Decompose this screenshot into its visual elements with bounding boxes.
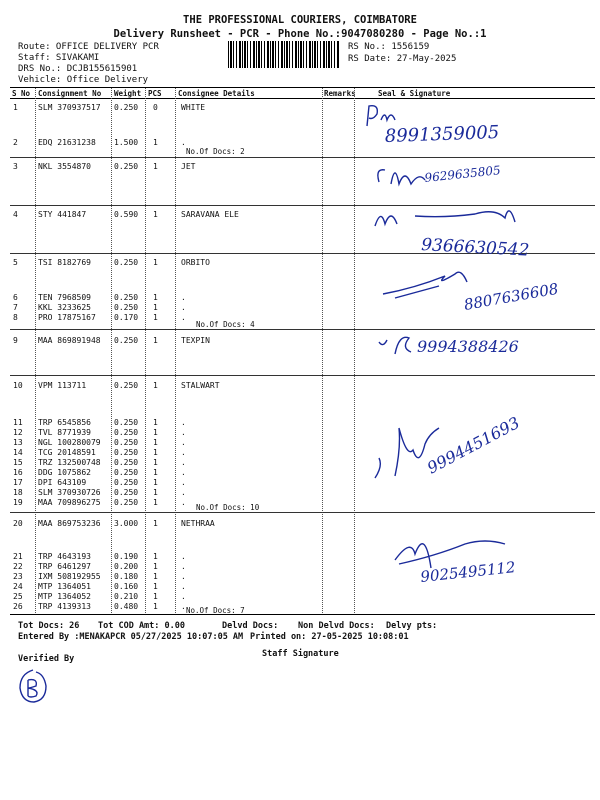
row-consignee: ORBITO xyxy=(181,258,210,267)
non-delivered-docs: Non Delvd Docs: xyxy=(298,621,375,631)
col-consignee: Consignee Details xyxy=(178,89,255,98)
row-sno: 16 xyxy=(13,468,23,477)
table-bottom-rule xyxy=(10,614,595,615)
row-consignment: MTP 1364051 xyxy=(38,582,91,591)
row-consignee: . xyxy=(181,562,186,571)
doc-count: No.Of Docs: 4 xyxy=(196,320,255,329)
row-sno: 2 xyxy=(13,138,18,147)
row-sno: 23 xyxy=(13,572,23,581)
row-sno: 14 xyxy=(13,448,23,457)
row-pcs: 1 xyxy=(153,602,158,611)
row-consignment: TSI 8182769 xyxy=(38,258,91,267)
col-divider xyxy=(35,88,36,613)
staff-signature: Staff Signature xyxy=(262,649,339,659)
row-pcs: 1 xyxy=(153,468,158,477)
company-title: THE PROFESSIONAL COURIERS, COIMBATORE xyxy=(183,14,417,26)
row-weight: 0.250 xyxy=(114,336,139,345)
staff-label: Staff: SIVAKAMI xyxy=(18,53,100,63)
rs-date: RS Date: 27-May-2025 xyxy=(348,54,457,64)
row-pcs: 1 xyxy=(153,428,158,437)
row-weight: 0.250 xyxy=(114,381,139,390)
row-consignee: . xyxy=(181,293,186,302)
row-weight: 0.250 xyxy=(114,428,139,437)
row-weight: 3.000 xyxy=(114,519,139,528)
row-sno: 25 xyxy=(13,592,23,601)
row-pcs: 1 xyxy=(153,562,158,571)
col-divider xyxy=(322,88,323,613)
row-consignee: . xyxy=(181,448,186,457)
signature-scribble xyxy=(378,170,425,184)
handwritten-number: 8991359005 xyxy=(384,122,500,147)
row-pcs: 1 xyxy=(153,210,158,219)
row-consignee: . xyxy=(181,478,186,487)
row-consignment: TCG 20148591 xyxy=(38,448,96,457)
col-pcs: PCS xyxy=(148,89,162,98)
row-consignee: TEXPIN xyxy=(181,336,210,345)
row-consignment: DDG 1075862 xyxy=(38,468,91,477)
row-consignee: . xyxy=(181,498,186,507)
signature-scribble xyxy=(379,337,411,354)
row-consignment: MTP 1364052 xyxy=(38,592,91,601)
row-consignment: TRP 6545856 xyxy=(38,418,91,427)
row-consignee: NETHRAA xyxy=(181,519,215,528)
handwritten-signatures xyxy=(355,98,595,613)
handwritten-number: 9366630542 xyxy=(420,235,530,261)
row-sno: 17 xyxy=(13,478,23,487)
row-pcs: 1 xyxy=(153,258,158,267)
row-pcs: 1 xyxy=(153,293,158,302)
row-weight: 0.250 xyxy=(114,258,139,267)
row-consignee: . xyxy=(181,313,186,322)
verified-by: Verified By xyxy=(18,654,75,664)
col-seal-signature: Seal & Signature xyxy=(378,89,451,98)
row-pcs: 1 xyxy=(153,381,158,390)
col-divider xyxy=(145,88,146,613)
row-consignee: . xyxy=(181,552,186,561)
row-weight: 0.250 xyxy=(114,438,139,447)
col-divider xyxy=(111,88,112,613)
row-sno: 7 xyxy=(13,303,18,312)
row-weight: 0.160 xyxy=(114,582,139,591)
row-sno: 12 xyxy=(13,428,23,437)
row-weight: 0.180 xyxy=(114,572,139,581)
row-pcs: 1 xyxy=(153,519,158,528)
row-weight: 0.250 xyxy=(114,468,139,477)
delivery-points: Delvy pts: xyxy=(386,621,438,631)
row-consignment: TEN 7968509 xyxy=(38,293,91,302)
row-consignment: IXM 508192955 xyxy=(38,572,101,581)
row-consignee: SARAVANA ELE xyxy=(181,210,239,219)
row-pcs: 0 xyxy=(153,103,158,112)
table-top-rule xyxy=(10,87,595,88)
row-weight: 0.250 xyxy=(114,162,139,171)
signature-scribble xyxy=(367,106,395,126)
row-weight: 0.590 xyxy=(114,210,139,219)
row-pcs: 1 xyxy=(153,478,158,487)
row-sno: 4 xyxy=(13,210,18,219)
printed-on: Printed on: 27-05-2025 10:08:01 xyxy=(250,632,409,642)
row-consignee: . xyxy=(181,428,186,437)
row-consignment: TRP 6461297 xyxy=(38,562,91,571)
row-sno: 24 xyxy=(13,582,23,591)
row-sno: 21 xyxy=(13,552,23,561)
total-docs: Tot Docs: 26 xyxy=(18,621,80,631)
handwritten-number: 8807636608 xyxy=(462,279,560,314)
col-sno: S No xyxy=(12,89,31,98)
row-consignee: . xyxy=(181,303,186,312)
row-consignment: NKL 3554870 xyxy=(38,162,91,171)
row-consignment: TRP 4139313 xyxy=(38,602,91,611)
row-pcs: 1 xyxy=(153,582,158,591)
row-consignment: MAA 709896275 xyxy=(38,498,101,507)
row-consignee: WHITE xyxy=(181,103,206,112)
row-consignee: . xyxy=(181,488,186,497)
row-consignee: . xyxy=(181,458,186,467)
row-consignment: SLM 370937517 xyxy=(38,103,101,112)
row-consignee: . xyxy=(181,468,186,477)
row-consignment: NGL 100280079 xyxy=(38,438,101,447)
row-weight: 0.250 xyxy=(114,103,139,112)
row-weight: 0.480 xyxy=(114,602,139,611)
row-consignment: TRP 4643193 xyxy=(38,552,91,561)
entered-by: Entered By :MENAKAPCR 05/27/2025 10:07:05 AM xyxy=(18,632,244,642)
row-sno: 22 xyxy=(13,562,23,571)
delivered-docs: Delvd Docs: xyxy=(222,621,279,631)
row-sno: 3 xyxy=(13,162,18,171)
row-weight: 0.250 xyxy=(114,448,139,457)
row-pcs: 1 xyxy=(153,488,158,497)
row-weight: 0.250 xyxy=(114,498,139,507)
row-weight: 0.190 xyxy=(114,552,139,561)
row-sno: 8 xyxy=(13,313,18,322)
row-sno: 19 xyxy=(13,498,23,507)
handwritten-number: 9994451693 xyxy=(423,412,523,478)
row-sno: 18 xyxy=(13,488,23,497)
handwritten-number: 9629635805 xyxy=(423,163,502,185)
row-consignee: . xyxy=(181,602,186,611)
signature-scribble xyxy=(375,211,515,226)
row-consignment: KKL 3233625 xyxy=(38,303,91,312)
row-consignee: JET xyxy=(181,162,196,171)
col-weight: Weight xyxy=(114,89,142,98)
vehicle-label: Vehicle: Office Delivery xyxy=(18,75,149,85)
row-weight: 0.250 xyxy=(114,418,139,427)
handwritten-number: 9994388426 xyxy=(417,337,519,356)
verifier-initial xyxy=(16,666,50,706)
row-pcs: 1 xyxy=(153,592,158,601)
row-consignment: SLM 370930726 xyxy=(38,488,101,497)
row-sno: 6 xyxy=(13,293,18,302)
drs-number: DRS No.: DCJB155615901 xyxy=(18,64,138,74)
row-sno: 11 xyxy=(13,418,23,427)
row-weight: 0.200 xyxy=(114,562,139,571)
row-pcs: 1 xyxy=(153,162,158,171)
row-pcs: 1 xyxy=(153,138,158,147)
doc-count: No.Of Docs: 7 xyxy=(186,606,245,615)
row-pcs: 1 xyxy=(153,448,158,457)
row-pcs: 1 xyxy=(153,552,158,561)
row-consignment: STY 441847 xyxy=(38,210,87,219)
row-weight: 0.250 xyxy=(114,303,139,312)
row-sno: 10 xyxy=(13,381,23,390)
row-sno: 26 xyxy=(13,602,23,611)
total-cod: Tot COD Amt: 0.00 xyxy=(98,621,185,631)
col-divider xyxy=(175,88,176,613)
row-consignee: . xyxy=(181,418,186,427)
col-consignment: Consignment No xyxy=(38,89,102,98)
row-consignee: . xyxy=(181,582,186,591)
row-weight: 0.250 xyxy=(114,488,139,497)
row-sno: 13 xyxy=(13,438,23,447)
row-consignment: MAA 869753236 xyxy=(38,519,101,528)
row-pcs: 1 xyxy=(153,336,158,345)
row-consignment: TVL 8771939 xyxy=(38,428,91,437)
row-weight: 0.250 xyxy=(114,478,139,487)
row-pcs: 1 xyxy=(153,418,158,427)
doc-count: No.Of Docs: 10 xyxy=(196,503,260,512)
row-consignment: EDQ 21631238 xyxy=(38,138,96,147)
signature-scribble xyxy=(383,272,467,298)
barcode xyxy=(228,41,340,68)
row-weight: 0.210 xyxy=(114,592,139,601)
row-consignee: . xyxy=(181,438,186,447)
row-consignment: VPM 113711 xyxy=(38,381,87,390)
row-pcs: 1 xyxy=(153,303,158,312)
row-pcs: 1 xyxy=(153,458,158,467)
row-consignee: . xyxy=(181,138,186,147)
row-consignment: MAA 869891948 xyxy=(38,336,101,345)
row-weight: 0.250 xyxy=(114,458,139,467)
route-label: Route: OFFICE DELIVERY PCR xyxy=(18,42,159,52)
row-sno: 9 xyxy=(13,336,18,345)
doc-count: No.Of Docs: 2 xyxy=(186,147,245,156)
row-pcs: 1 xyxy=(153,438,158,447)
row-weight: 0.170 xyxy=(114,313,139,322)
col-remarks: Remarks xyxy=(324,89,356,98)
runsheet-subtitle: Delivery Runsheet - PCR - Phone No.:9047080280 - Page No.:1 xyxy=(113,28,487,40)
row-weight: 1.500 xyxy=(114,138,139,147)
handwritten-number: 9025495112 xyxy=(419,558,517,586)
row-consignee: . xyxy=(181,572,186,581)
row-consignment: DPI 643109 xyxy=(38,478,87,487)
row-weight: 0.250 xyxy=(114,293,139,302)
row-sno: 15 xyxy=(13,458,23,467)
rs-number: RS No.: 1556159 xyxy=(348,42,430,52)
row-consignee: . xyxy=(181,592,186,601)
row-consignment: PRO 17875167 xyxy=(38,313,96,322)
row-consignee: STALWART xyxy=(181,381,220,390)
row-pcs: 1 xyxy=(153,498,158,507)
row-consignment: TRZ 132500748 xyxy=(38,458,101,467)
row-pcs: 1 xyxy=(153,313,158,322)
row-sno: 5 xyxy=(13,258,18,267)
row-pcs: 1 xyxy=(153,572,158,581)
row-sno: 1 xyxy=(13,103,18,112)
row-sno: 20 xyxy=(13,519,23,528)
